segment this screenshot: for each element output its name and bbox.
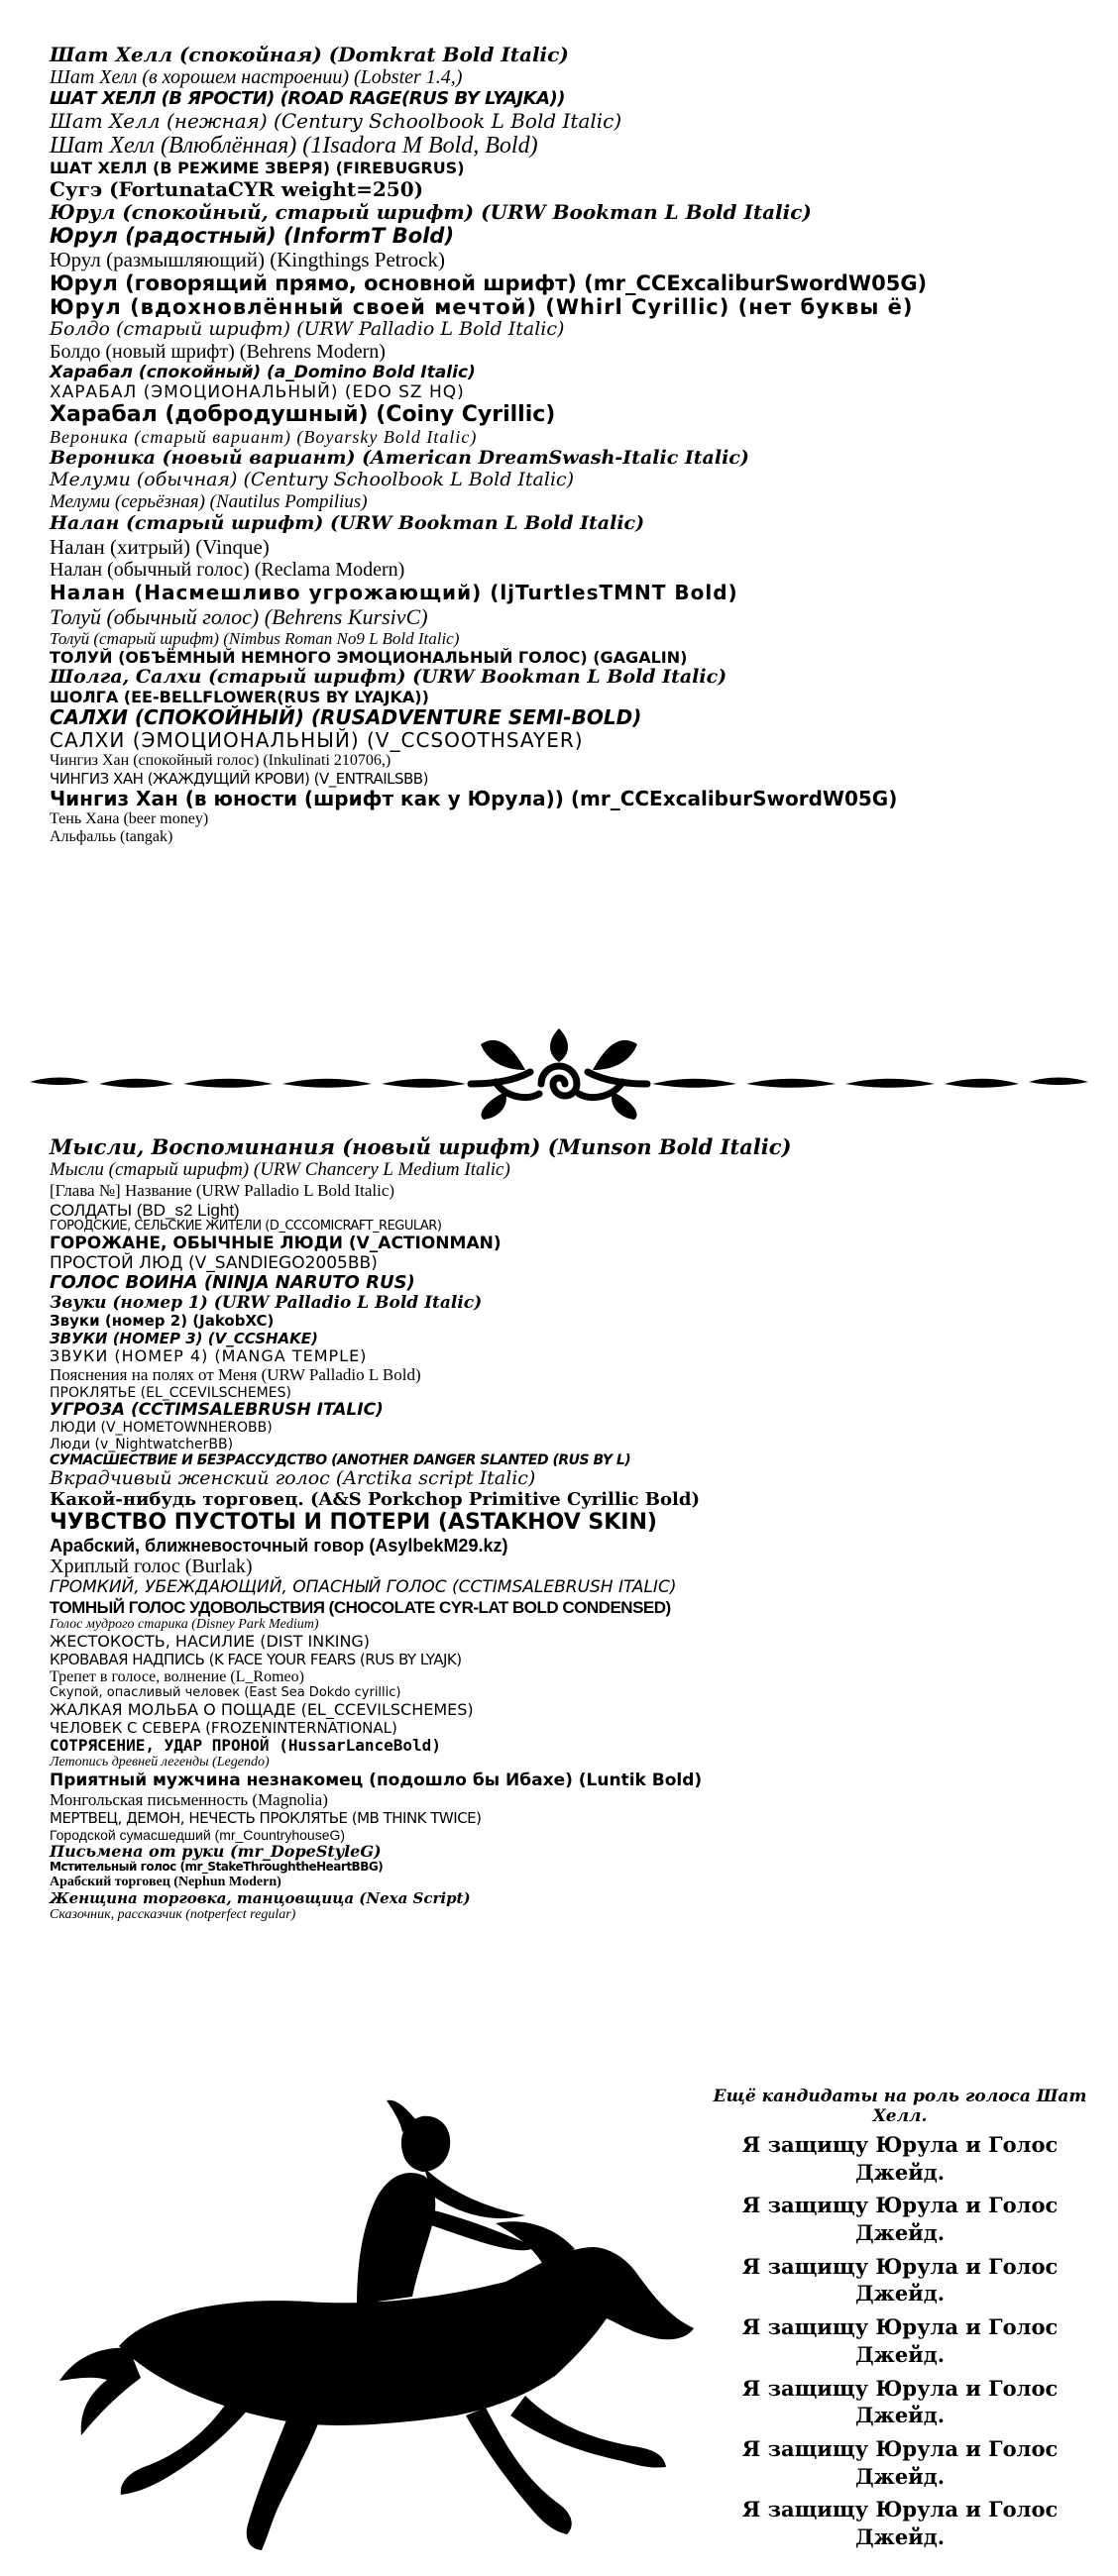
list-item: Пояснения на полях от Меня (URW Palladio L Bold)	[50, 1365, 421, 1385]
list-item: Чингиз Хан (в юности (шрифт как у Юрула)) (mr_CCExcaliburSwordW05G)	[50, 786, 898, 810]
list-item: Юрул (говорящий прямо, основной шрифт) (mr_CCExcaliburSwordW05G)	[50, 270, 928, 295]
ornamental-swirl-divider-icon	[30, 1022, 1088, 1122]
side-note-caption: Ещё кандидаты на роль голоса Шат Хелл.	[713, 2087, 1087, 2127]
list-item: Чингиз Хан (спокойный голос) (Inkulinati 210706,)	[50, 752, 391, 770]
list-item: КРОВАВАЯ НАДПИСЬ (K FACE YOUR FEARS (RUS BY LYAJK)	[50, 1650, 462, 1668]
list-item: ХАРАБАЛ (ЭМОЦИОНАЛЬНЫЙ) (EDO SZ HQ)	[50, 381, 465, 402]
list-item: Мысли (старый шрифт) (URW Chancery L Medium Italic)	[50, 1159, 510, 1181]
list-item: ШАТ ХЕЛЛ (В РЕЖИМЕ ЗВЕРЯ) (FIREBUGRUS)	[50, 159, 465, 178]
list-item: Юрул (радостный) (InformT Bold)	[50, 223, 455, 248]
list-item: Юрул (спокойный, старый шрифт) (URW Bookman L Bold Italic)	[50, 199, 812, 224]
list-item: СОЛДАТЫ (BD_s2 Light)	[50, 1200, 240, 1220]
list-item: ГОРОДСКИЕ, СЕЛЬСКИЕ ЖИТЕЛИ (D_CCCOMICRAFT_REGULAR)	[50, 1219, 442, 1234]
list-item: ЧИНГИЗ ХАН (ЖАЖДУЩИЙ КРОВИ) (V_ENTRAILSBB)	[50, 769, 428, 788]
list-item: Вероника (старый вариант) (Boyarsky Bold Italic)	[50, 427, 478, 448]
list-item: Шолга, Салхи (старый шрифт) (URW Bookman L Bold Italic)	[50, 665, 727, 688]
list-item: Тень Хана (beer money)	[50, 809, 209, 827]
horse-rider-silhouette-icon	[59, 2098, 704, 2554]
pledge-line: Я защищу Юрула и Голос Джейд.	[741, 2435, 1059, 2489]
list-item: Трепет в голосе, волнение (L_Romeo)	[50, 1668, 304, 1686]
list-item: Вероника (новый вариант) (American DreamSwash-Italic Italic)	[50, 447, 749, 470]
list-item: Налан (обычный голос) (Reclama Modern)	[50, 558, 405, 581]
list-item: Хриплый голос (Burlak)	[50, 1556, 253, 1578]
list-item: Люди (v_NightwatcherBB)	[50, 1436, 234, 1452]
list-item: ТОМНЫЙ ГОЛОС УДОВОЛЬСТВИЯ (CHOCOLATE CYR-LAT BOLD CONDENSED)	[50, 1597, 671, 1617]
list-item: САЛХИ (СПОКОЙНЫЙ) (RUSADVENTURE SEMI-BOLD)	[50, 705, 642, 730]
list-item: [Глава №] Название (URW Palladio L Bold Italic)	[50, 1180, 395, 1200]
list-item: Шат Хелл (Влюблённая) (1Isadora M Bold, Bold)	[50, 132, 538, 159]
list-item: Летопись древней легенды (Legendo)	[50, 1755, 270, 1771]
list-item: Письмена от руки (mr_DopeStyleG)	[50, 1841, 382, 1861]
list-item: МЕРТВЕЦ, ДЕМОН, НЕЧЕСТЬ ПРОКЛЯТЬЕ (MB THINK TWICE)	[50, 1808, 482, 1827]
list-item: УГРОЗА (CCTIMSALEBRUSH ITALIC)	[50, 1399, 384, 1420]
bottom-font-list	[50, 1135, 1080, 1924]
list-item: СОТРЯСЕНИЕ, УДАР ПРОНОЙ (HussarLanceBold)	[50, 1736, 441, 1756]
list-item: ЧЕЛОВЕК С СЕВЕРА (FROZENINTERNATIONAL)	[50, 1718, 397, 1737]
list-item: ГОЛОС ВОИНА (NINJA NARUTO RUS)	[50, 1272, 415, 1294]
list-item: ГРОМКИЙ, УБЕЖДАЮЩИЙ, ОПАСНЫЙ ГОЛОС (CCTIMSALEBRUSH ITALIC)	[50, 1577, 677, 1598]
list-item: Какой-нибудь торговец. (A&S Porkchop Primitive Cyrillic Bold)	[50, 1488, 700, 1510]
list-item: ЗВУКИ (НОМЕР 3) (V_CCSHAKE)	[50, 1329, 318, 1347]
list-item: Налан (старый шрифт) (URW Bookman L Bold Italic)	[50, 511, 645, 534]
list-item: Звуки (номер 1) (URW Palladio L Bold Italic)	[50, 1292, 483, 1313]
list-item: Шат Хелл (нежная) (Century Schoolbook L Bold Italic)	[50, 108, 622, 133]
list-item: Болдо (старый шрифт) (URW Palladio L Bold Italic)	[50, 318, 565, 341]
list-item: Юрул (вдохновлённый своей мечтой) (Whirl Cyrillic) (нет буквы ё)	[50, 295, 914, 320]
list-item: Вкрадчивый женский голос (Arctika script Italic)	[50, 1466, 536, 1489]
list-item: Женщина торговка, танцовщица (Nexa Script)	[50, 1889, 471, 1908]
list-item: Толуй (старый шрифт) (Nimbus Roman No9 L Bold Italic)	[50, 628, 460, 648]
list-item: Приятный мужчина незнакомец (подошло бы Ибахе) (Luntik Bold)	[50, 1770, 703, 1790]
list-item: Мелуми (обычная) (Century Schoolbook L Bold Italic)	[50, 469, 575, 490]
pledge-line: Я защищу Юрула и Голос Джейд.	[741, 2314, 1059, 2367]
pledge-line: Я защищу Юрула и Голос Джейд.	[741, 2253, 1059, 2307]
list-item: Мысли, Воспоминания (новый шрифт) (Munson Bold Italic)	[50, 1134, 792, 1159]
top-font-list	[50, 44, 1080, 847]
list-item: ТОЛУЙ (ОБЪЁМНЫЙ НЕМНОГО ЭМОЦИОНАЛЬНЫЙ ГОЛОС) (GAGALIN)	[50, 647, 688, 667]
list-item: ЧУВСТВО ПУСТОТЫ И ПОТЕРИ (ASTAKHOV SKIN)	[50, 1510, 657, 1536]
list-item: Мстительный голос (mr_StakeThroughtheHeartBBG)	[50, 1860, 384, 1875]
list-item: Толуй (обычный голос) (Behrens KursivC)	[50, 603, 428, 629]
list-item: ЛЮДИ (V_HOMETOWNHEROBB)	[50, 1420, 273, 1437]
list-item: Налан (Насмешливо угрожающий) (ljTurtlesTMNT Bold)	[50, 580, 738, 604]
list-item: Мелуми (серьёзная) (Nautilus Pompilius)	[50, 490, 368, 512]
pledge-line: Я защищу Юрула и Голос Джейд.	[741, 2497, 1059, 2550]
list-item: ЗВУКИ (НОМЕР 4) (MANGA TEMPLE)	[50, 1345, 368, 1365]
list-item: Юрул (размышляющий) (Kingthings Petrock)	[50, 247, 445, 271]
list-item: ПРОСТОЙ ЛЮД (V_SANDIEGO2005BB)	[50, 1252, 378, 1273]
list-item: Голос мудрого старика (Disney Park Medium)	[50, 1617, 319, 1633]
list-item: Арабский торговец (Nephun Modern)	[50, 1875, 281, 1890]
list-item: ЖАЛКАЯ МОЛЬБА О ПОЩАДЕ (EL_CCEVILSCHEMES)	[50, 1700, 474, 1720]
pledge-line: Я защищу Юрула и Голос Джейд.	[741, 2131, 1059, 2185]
list-item: Сугэ (FortunataCYR weight=250)	[50, 176, 424, 201]
list-item: Налан (хитрый) (Vinque)	[50, 534, 270, 559]
list-item: Шат Хелл (спокойная) (Domkrat Bold Italic)	[50, 43, 569, 66]
pledge-line: Я защищу Юрула и Голос Джейд.	[741, 2375, 1059, 2428]
list-item: САЛХИ (ЭМОЦИОНАЛЬНЫЙ) (V_CCSOOTHSAYER)	[50, 728, 584, 753]
list-item: Арабский, ближневосточный говор (AsylbekM29.kz)	[50, 1535, 508, 1556]
list-item: Альфальь (tangak)	[50, 828, 173, 846]
list-item: ШОЛГА (EE-BELLFLOWER(RUS BY LYAJKA))	[50, 687, 429, 706]
list-item: Скупой, опасливый человек (East Sea Dokdo cyrillic)	[50, 1685, 401, 1701]
list-item: ШАТ ХЕЛЛ (В ЯРОСТИ) (ROAD RAGE(RUS BY LYAJKA))	[50, 88, 565, 109]
list-item: Харабал (добродушный) (Coiny Cyrillic)	[50, 402, 556, 428]
side-note	[712, 2087, 1088, 2557]
list-item: СУМАСШЕСТВИЕ И БЕЗРАССУДСТВО (ANOTHER DANGER SLANTED (RUS BY L)	[50, 1451, 631, 1468]
list-item: Сказочник, рассказчик (notperfect regular)	[50, 1907, 296, 1923]
list-item: Звуки (номер 2) (JakobXC)	[50, 1312, 275, 1331]
list-item: ГОРОЖАНЕ, ОБЫЧНЫЕ ЛЮДИ (V_ACTIONMAN)	[50, 1234, 502, 1254]
list-item: Шат Хелл (в хорошем настроении) (Lobster 1.4,)	[50, 66, 463, 88]
pledge-line: Я защищу Юрула и Голос Джейд.	[741, 2193, 1059, 2245]
list-item: ПРОКЛЯТЬЕ (EL_CCEVILSCHEMES)	[50, 1384, 291, 1401]
list-item: Монгольская письменность (Magnolia)	[50, 1790, 328, 1810]
list-item: Болдо (новый шрифт) (Behrens Modern)	[50, 341, 386, 364]
list-item: Городской сумасшедший (mr_CountryhouseG)	[50, 1826, 346, 1843]
list-item: ЖЕСТОКОСТЬ, НАСИЛИЕ (DIST INKING)	[50, 1632, 371, 1652]
list-item: Харабал (спокойный) (a_Domino Bold Italic)	[50, 363, 476, 383]
